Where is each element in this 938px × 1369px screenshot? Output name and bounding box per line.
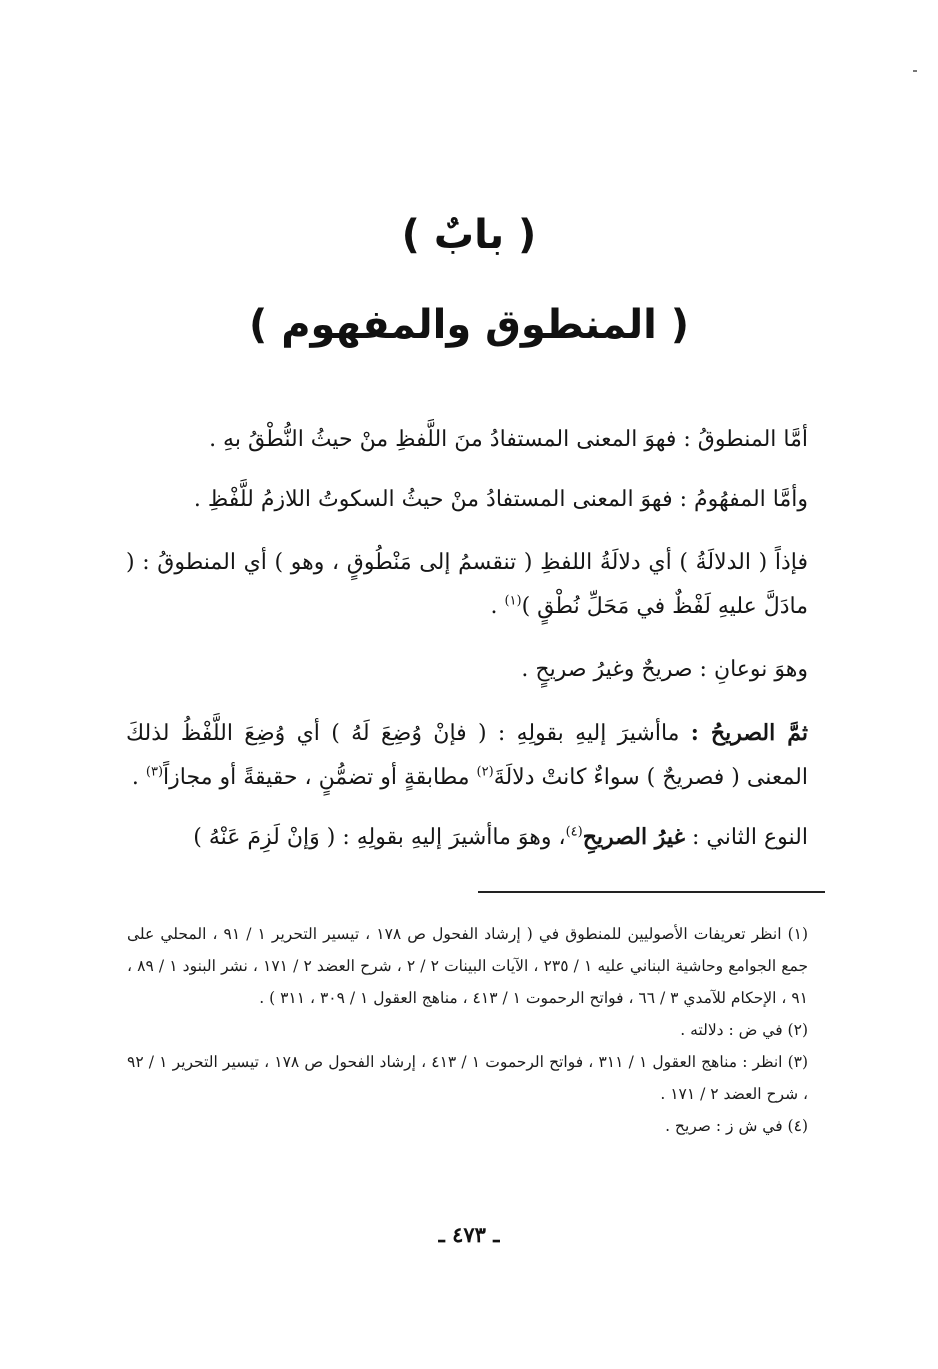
section-heading: ( المنطوق والمفهوم ) (248, 302, 690, 348)
paragraph-text-b: مطابقةٍ أو تضمُّنٍ ، حقيقةً أو مجازاً (163, 765, 477, 790)
footnote-divider (478, 891, 825, 893)
paragraph-dalala-division (126, 541, 808, 629)
footnote-ref-3[interactable]: (٣) (145, 764, 164, 780)
paragraph-start: النوع الثاني : (685, 825, 808, 850)
footnote-4: (٤) في ش ز : صريح . (665, 1117, 808, 1135)
paragraph-mantuq-definition: أمَّا المنطوقُ : فهوَ المعنى المستفادُ منَ اللَّفظِ منْ حيثُ النُّطْقُ بهِ . (209, 427, 808, 452)
footnote-3: (٣) انظر : مناهج العقول ١ / ٣١١ ، فواتح الرحموت ١ / ٤١٣ ، إرشاد الفحول ص ١٧٨ ، تيسير التحرير ١ / ٩٢ ، شرح العضد ٢ / ١٧١ . (127, 1053, 809, 1103)
paragraph-end: . (131, 765, 146, 790)
paragraph-text-a: ماأشيرَ إليهِ بقولِهِ : ( فإنْ وُضِعَ لَهُ ) أي وُضِعَ اللَّفْظُ لذلكَ المعنى ( فصريحٌ ) سواءٌ كانتْ دلالَةَ (126, 721, 808, 790)
footnote-ref-4[interactable]: (٤) (565, 824, 583, 840)
paragraph-explicit (126, 711, 808, 800)
chapter-heading: ( بابٌ ) (401, 212, 537, 258)
paragraph-end: . (490, 594, 505, 619)
paragraph-mafhum-definition: وأمَّا المفهُومُ : فهوَ المعنى المستفادُ منْ حيثُ السكوتُ اللازمُ للَّفْظِ . (193, 487, 808, 512)
page-number: ـ ٤٧٣ ـ (438, 1222, 500, 1247)
term-explicit: ثمَّ الصريحُ : (690, 720, 808, 746)
footnote-ref-1[interactable]: (١) (504, 593, 522, 609)
footnotes-section (127, 918, 808, 1142)
paragraph-text: ، وهوَ ماأشيرَ إليهِ بقولِهِ : ( وَإنْ لَزِمَ عَنْهُ ) (193, 825, 566, 850)
footnote-2: (٢) في ض : دلالته . (680, 1021, 808, 1039)
paragraph-text: فإذاً ( الدلالَةُ ) أي دلالَةُ اللفظِ ( تنقسمُ إلى مَنْطُوقٍ ، وهو ) أي المنطوقُ : ( مادَلَّ عليهِ لَفْظٌ في مَحَلِّ نُطْقٍ ) (126, 550, 808, 619)
footnote-1: (١) انظر تعريفات الأصوليين للمنطوق في ( إرشاد الفحول ص ١٧٨ ، تيسير التحرير ١ / ٩١ ، المحلي على جمع الجوامع وحاشية البناني عليه ١ / ٢٣٥ ، الآيات البينات ٢ / ٢ ، شرح العضد ٢ / ١٧١ ، نشر البنود ١ / ٨٩ ، ٩١ ، الإحكام للآمدي ٣ / ٦٦ ، فواتح الرحموت ١ / ٤١٣ ، مناهج العقول ١ / ٣٠٩ ، ٣١١ ) . (127, 925, 809, 1007)
paragraph-non-explicit (126, 815, 808, 860)
scan-speck (913, 70, 917, 72)
term-non-explicit: غيرُ الصريحِ (582, 824, 686, 850)
paragraph-two-types: وهوَ نوعانِ : صريحٌ وغيرُ صريحٍ . (521, 657, 808, 682)
footnote-ref-2[interactable]: (٢) (476, 764, 494, 780)
